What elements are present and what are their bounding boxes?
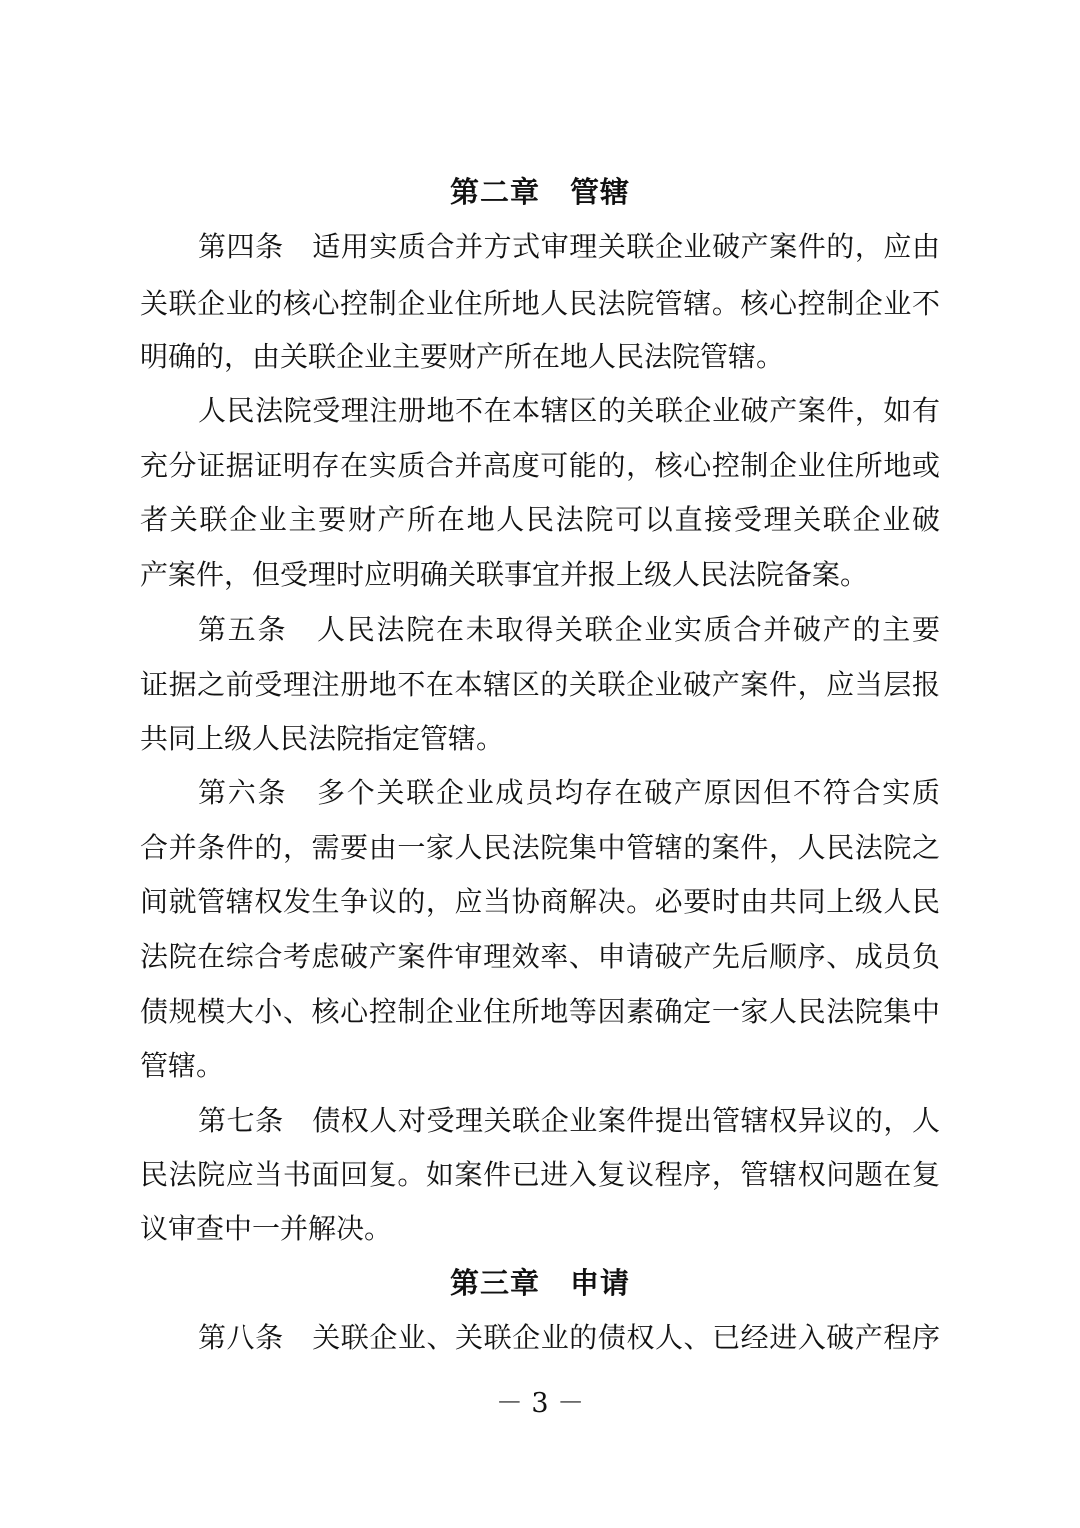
article-4-para-2-line-2: 充分证据证明存在实质合并高度可能的，核心控制企业住所地或 <box>140 449 940 482</box>
article-4-para-2-line-1: 人民法院受理注册地不在本辖区的关联企业破产案件，如有 <box>198 394 940 427</box>
article-6-line-3: 间就管辖权发生争议的，应当协商解决。必要时由共同上级人民 <box>140 885 940 918</box>
article-6-line-4: 法院在综合考虑破产案件审理效率、申请破产先后顺序、成员负 <box>140 940 940 973</box>
chapter-3-heading: 第三章 申请 <box>449 1266 630 1300</box>
article-6-line-2: 合并条件的，需要由一家人民法院集中管辖的案件，人民法院之 <box>140 831 940 864</box>
article-7-line-3: 议审查中一并解决。 <box>140 1212 393 1245</box>
article-4-para-2-line-4: 产案件，但受理时应明确关联事宜并报上级人民法院备案。 <box>140 558 869 591</box>
article-4-para-2-line-3: 者关联企业主要财产所在地人民法院可以直接受理关联企业破 <box>140 503 940 536</box>
article-4-line-2: 关联企业的核心控制企业住所地人民法院管辖。核心控制企业不 <box>140 287 940 320</box>
article-7-line-1: 第七条 债权人对受理关联企业案件提出管辖权异议的，人 <box>198 1104 940 1137</box>
article-5-line-2: 证据之前受理注册地不在本辖区的关联企业破产案件，应当层报 <box>140 668 940 701</box>
article-6-line-5: 债规模大小、核心控制企业住所地等因素确定一家人民法院集中 <box>140 995 940 1028</box>
article-6-line-6: 管辖。 <box>140 1049 225 1082</box>
article-5-line-1: 第五条 人民法院在未取得关联企业实质合并破产的主要 <box>198 613 940 646</box>
article-4-line-3: 明确的，由关联企业主要财产所在地人民法院管辖。 <box>140 340 785 373</box>
article-5-line-3: 共同上级人民法院指定管辖。 <box>140 722 505 755</box>
article-6-line-1: 第六条 多个关联企业成员均存在破产原因但不符合实质 <box>198 776 940 809</box>
article-7-line-2: 民法院应当书面回复。如案件已进入复议程序，管辖权问题在复 <box>140 1158 940 1191</box>
article-8-line-1: 第八条 关联企业、关联企业的债权人、已经进入破产程序 <box>198 1321 940 1354</box>
chapter-2-heading: 第二章 管辖 <box>449 175 630 209</box>
page-number: － 3 － <box>495 1388 585 1419</box>
article-4-line-1: 第四条 适用实质合并方式审理关联企业破产案件的，应由 <box>198 230 940 263</box>
